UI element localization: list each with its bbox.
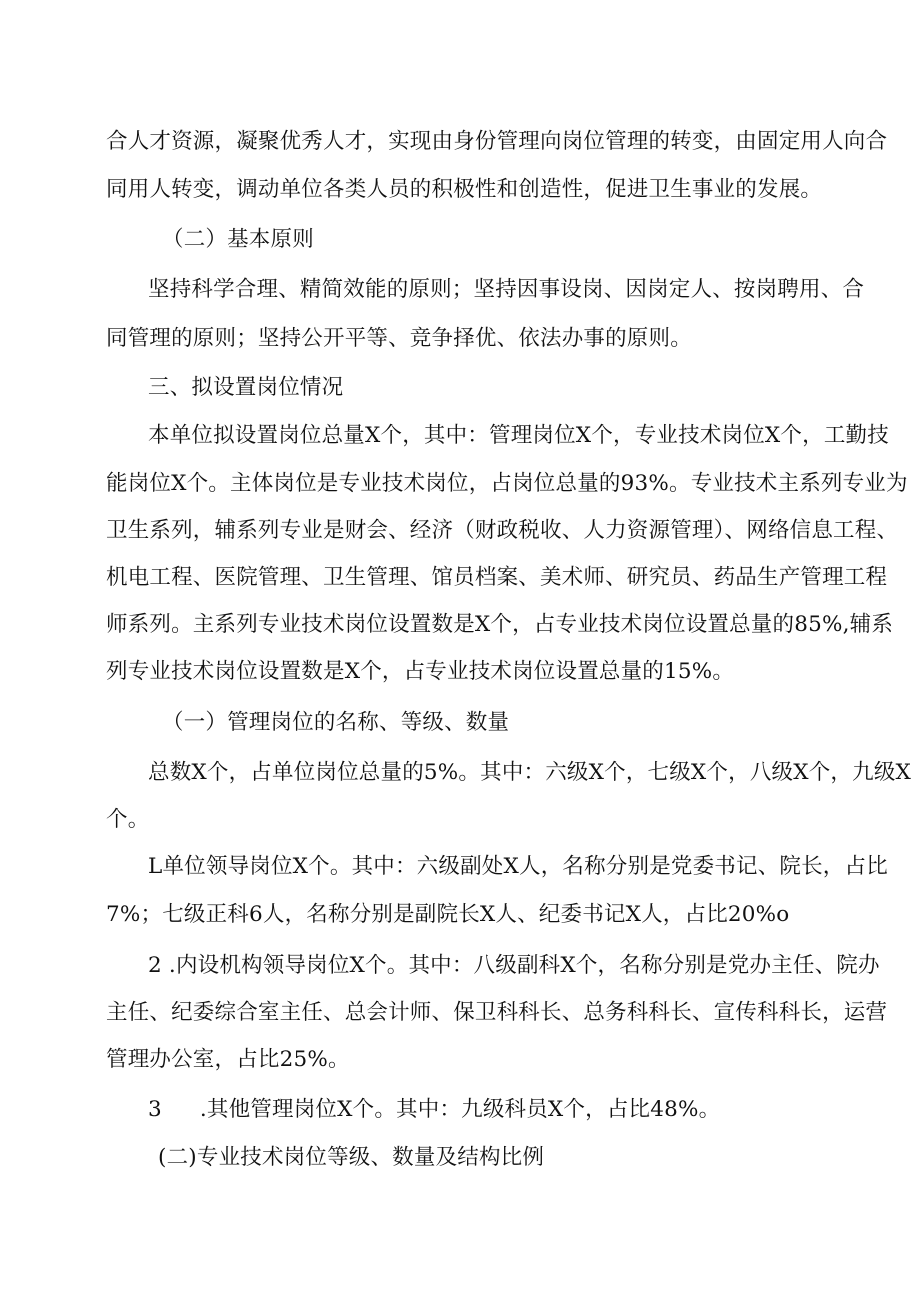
- paragraph-line: 列专业技术岗位设置数是X个，占专业技术岗位设置总量的15%。: [106, 659, 735, 684]
- list-item-2-line: 主任、纪委综合室主任、总会计师、保卫科科长、总务科科长、宣传科科长，运营: [106, 1000, 888, 1025]
- list-item-2-line: 2 .内设机构领导岗位X个。其中：八级副科X个，名称分别是党办主任、院办: [148, 953, 880, 978]
- paragraph-line: 能岗位X个。主体岗位是专业技术岗位，占岗位总量的93%。专业技术主系列专业为: [106, 471, 908, 496]
- list-item-1-line: 7%；七级正科6人，名称分别是副院长X人、纪委书记X人，占比20%o: [106, 902, 790, 927]
- paragraph-line: 总数X个，占单位岗位总量的5%。其中：六级X个，七级X个，八级X个，九级X: [148, 760, 912, 785]
- section-heading-basic-principles: （二）基本原则: [162, 227, 314, 252]
- paragraph-line: 个。: [106, 807, 150, 832]
- list-item-1-line: L单位领导岗位X个。其中：六级副处X人，名称分别是党委书记、院长，占比: [148, 854, 888, 879]
- paragraph-line: 卫生系列，辅系列专业是财会、经济（财政税收、人力资源管理）、网络信息工程、: [106, 518, 899, 543]
- list-item-3: [148, 1095, 720, 1125]
- paragraph-line: 师系列。主系列专业技术岗位设置数是X个，占专业技术岗位设置总量的85%,辅系: [106, 612, 894, 637]
- section-heading-management-positions: （一）管理岗位的名称、等级、数量: [162, 710, 510, 735]
- section-heading-technical-positions: (二)专业技术岗位等级、数量及结构比例: [158, 1145, 545, 1170]
- section-heading-planned-positions: 三、拟设置岗位情况: [148, 375, 344, 400]
- list-item-3-text: .其他管理岗位X个。其中：九级科员X个，占比48%。: [199, 1097, 721, 1122]
- paragraph-line: 同用人转变，调动单位各类人员的积极性和创造性，促进卫生事业的发展。: [106, 177, 823, 202]
- paragraph-line: 坚持科学合理、精简效能的原则；坚持因事设岗、因岗定人、按岗聘用、合: [148, 277, 865, 302]
- list-item-2-line: 管理办公室，占比25%。: [106, 1047, 350, 1072]
- paragraph-line: 合人才资源，凝聚优秀人才，实现由身份管理向岗位管理的转变，由固定用人向合: [106, 129, 888, 154]
- list-item-3-number: 3: [148, 1097, 162, 1122]
- paragraph-line: 本单位拟设置岗位总量X个，其中：管理岗位X个，专业技术岗位X个，工勤技: [148, 423, 889, 448]
- paragraph-line: 机电工程、医院管理、卫生管理、馆员档案、美术师、研究员、药品生产管理工程: [106, 565, 888, 590]
- paragraph-line: 同管理的原则；坚持公开平等、竞争择优、依法办事的原则。: [106, 326, 692, 351]
